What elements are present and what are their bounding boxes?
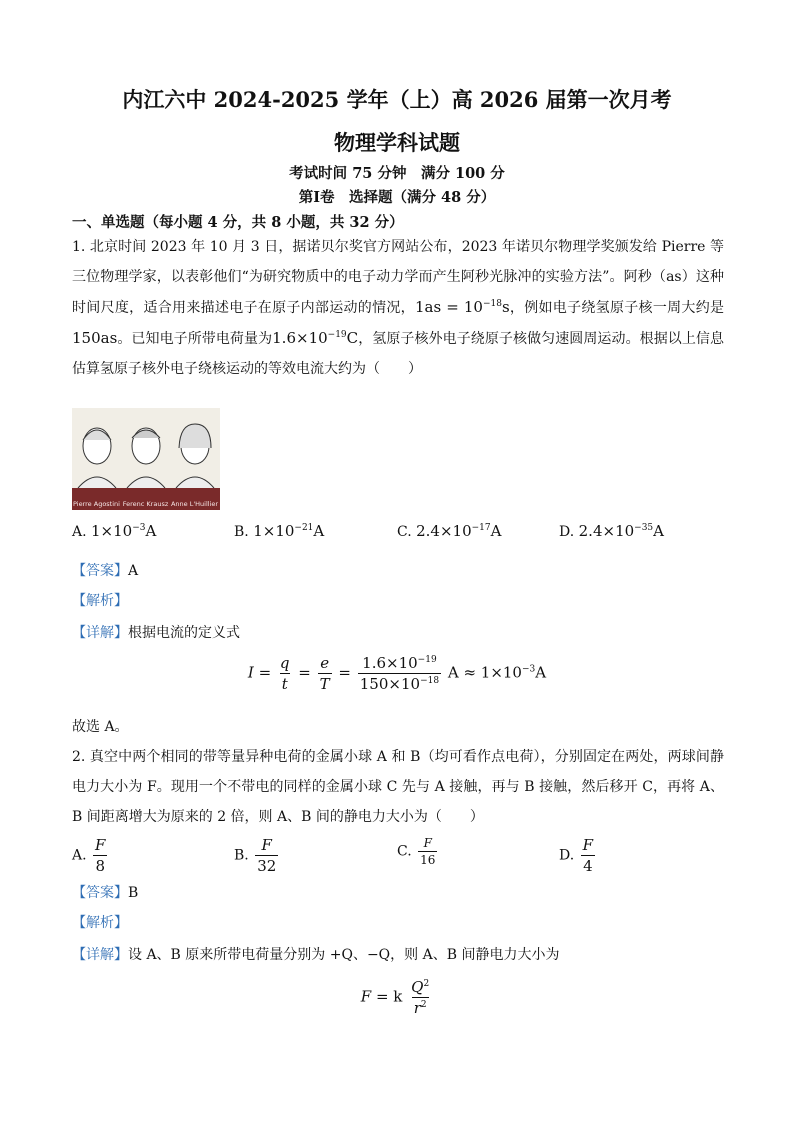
q2-option-d: D. $\frac{F}{4}$ (559, 836, 594, 875)
q2-answer: 【答案】B (72, 885, 139, 901)
q2-option-b: B. $\frac{F}{32}$ (234, 836, 277, 875)
q2-coulomb-equation: F = k $\frac{Q^2}{r^2}$ (360, 978, 430, 1017)
question-1-stem (72, 232, 724, 384)
caption-agostini: Pierre Agostini (73, 500, 120, 508)
nobel-laureates-image (72, 408, 220, 510)
exam-info: 考试时间 75 分钟 满分 100 分 (289, 165, 505, 182)
q1-conclusion: 故选 A。 (72, 719, 129, 735)
q1-current-equation: I = $\frac{q}{t}$ = $\frac{e}{T}$ = $\frac{1.6\times 10^{-19}}{150\times 10^{-18}}$ $A \approx 1\times 10^{-3}A$ (247, 654, 547, 693)
exam-title: 内江六中 2024-2025 学年（上）高 2026 届第一次月考 (122, 87, 672, 112)
q2-detail: 【详解】设 A、B 原来所带电荷量分别为 +Q、−Q，则 A、B 间静电力大小为 (72, 947, 560, 963)
q1-text-b: ，例如电子绕氢原子核一周大约是 (509, 300, 724, 316)
q1-analysis-tag: 【解析】 (72, 593, 128, 609)
subject-title: 物理学科试题 (334, 130, 460, 155)
q1-option-b: B. $1\times 10^{-21}A$ (234, 522, 325, 540)
question-2-stem: 2. 真空中两个相同的带等量异种电荷的金属小球 A 和 B（均可看作点电荷），分别固定在两处，两球间静电力大小为 F。现用一个不带电的同样的金属小球 C 先与 A 接触，再与 B 接触，然后移开 C，再将 A、B 间距离增大为原来的 2 倍，则 A、B 间的静电力大小为（ ） (72, 749, 724, 825)
q1-detail: 【详解】根据电流的定义式 (72, 625, 240, 641)
section-title: 一、单选题（每小题 4 分，共 8 小题，共 32 分） (72, 214, 404, 231)
q2-option-a: A. $\frac{F}{8}$ (72, 836, 106, 875)
q2-option-c: C. $\frac{F}{16}$ (397, 836, 436, 867)
caption-lhuillier: Anne L'Huillier (170, 500, 219, 508)
q1-option-d: D. $2.4\times 10^{-35}A$ (559, 522, 664, 540)
q1-option-c: C. $2.4\times 10^{-17}A$ (397, 522, 502, 540)
q1-answer: 【答案】A (72, 563, 139, 579)
q1-text-d: ，氢原子核外电子绕原子核做匀速圆周运动。根据以上信息估算氢原子核外电子绕核运动的等效电流大约为（ ） (72, 331, 724, 377)
part-title: 第Ⅰ卷 选择题（满分 48 分） (298, 189, 496, 206)
q2-analysis-tag: 【解析】 (72, 915, 128, 931)
q1-text-a: 1. 北京时间 2023 年 10 月 3 日，据诺贝尔奖官方网站公布，2023 年诺贝尔物理学奖颁发给 Pierre 等三位物理学家，以表彰他们“为研究物质中的电子动力学而产生阿秒光脉冲的实验方法”。阿秒（as）这种时间尺度，适合用来描述电子在原子内部运动的情况， (72, 239, 724, 316)
q1-option-a: A. $1\times 10^{-3}A$ (72, 522, 157, 540)
q1-text-c: 。已知电子所带电荷量为 (117, 331, 273, 347)
q1-formula-charge: $1.6\times 10^{-19}C$ (272, 329, 359, 347)
q1-formula-150as: 150as (72, 329, 118, 347)
q1-formula-as: $1as = 10^{-18}s$ (414, 298, 510, 316)
caption-krausz: Ferenc Krausz (122, 500, 169, 508)
